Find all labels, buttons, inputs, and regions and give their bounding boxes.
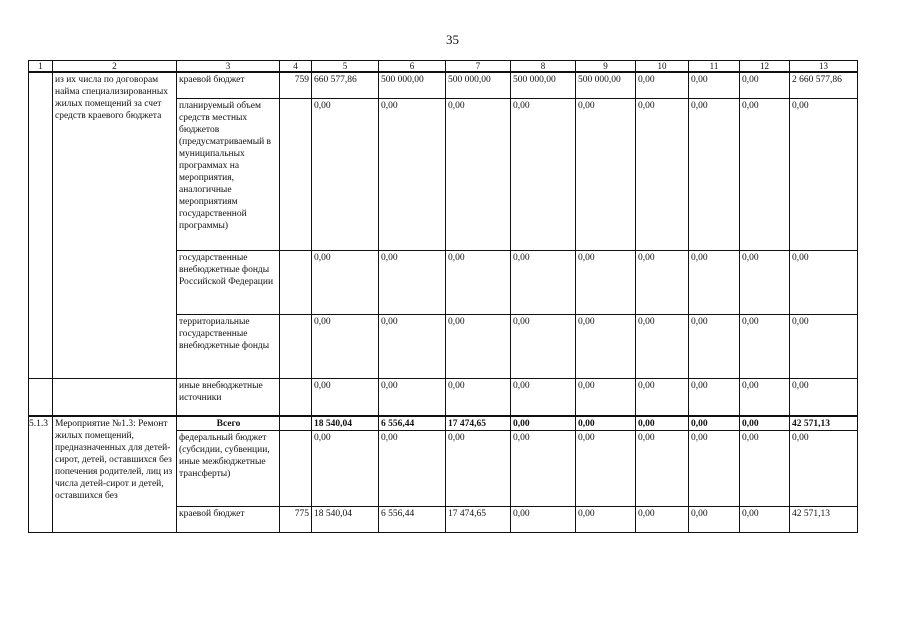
value-cell: 18 540,04 — [312, 507, 379, 533]
table-row — [29, 72, 858, 98]
value-cell: 0,00 — [511, 314, 576, 378]
value-cell: 0,00 — [312, 314, 379, 378]
value-cell: 17 474,65 — [446, 507, 511, 533]
value-cell: 0,00 — [790, 378, 858, 416]
item-number-cell — [29, 378, 53, 416]
header-cell: 9 — [576, 61, 636, 73]
value-cell: 0,00 — [576, 98, 636, 250]
value-cell: 0,00 — [636, 431, 689, 507]
value-cell: 0,00 — [446, 250, 511, 314]
source-cell: Всего — [177, 416, 280, 431]
value-cell: 0,00 — [312, 378, 379, 416]
source-cell: краевой бюджет — [177, 72, 280, 98]
value-cell: 0,00 — [689, 98, 740, 250]
value-cell: 0,00 — [636, 416, 689, 431]
value-cell: 0,00 — [379, 250, 446, 314]
value-cell: 0,00 — [689, 250, 740, 314]
value-cell: 0,00 — [636, 98, 689, 250]
value-cell: 0,00 — [511, 250, 576, 314]
code-cell: 759 — [280, 72, 312, 98]
table-row — [29, 378, 858, 416]
value-cell: 0,00 — [689, 416, 740, 431]
item-number: 5.1.3 — [29, 416, 53, 533]
value-cell: 0,00 — [312, 98, 379, 250]
value-cell: 0,00 — [689, 72, 740, 98]
header-cell: 2 — [53, 61, 177, 73]
value-cell: 0,00 — [740, 72, 790, 98]
value-cell: 0,00 — [511, 378, 576, 416]
header-cell: 11 — [689, 61, 740, 73]
value-cell: 0,00 — [740, 431, 790, 507]
value-cell: 0,00 — [446, 314, 511, 378]
value-cell: 0,00 — [689, 314, 740, 378]
value-cell: 500 000,00 — [379, 72, 446, 98]
value-cell: 0,00 — [576, 250, 636, 314]
source-cell: федеральный бюджет (субсидии, субвенции, иные межбюджетные трансферты) — [177, 431, 280, 507]
value-cell: 0,00 — [740, 250, 790, 314]
value-cell: 0,00 — [312, 431, 379, 507]
header-cell: 10 — [636, 61, 689, 73]
value-cell: 0,00 — [636, 507, 689, 533]
code-cell — [280, 416, 312, 431]
value-cell: 0,00 — [446, 431, 511, 507]
header-cell: 3 — [177, 61, 280, 73]
value-cell: 0,00 — [790, 431, 858, 507]
value-cell: 0,00 — [636, 314, 689, 378]
value-cell: 42 571,13 — [790, 416, 858, 431]
source-cell: краевой бюджет — [177, 507, 280, 533]
value-cell: 0,00 — [790, 314, 858, 378]
value-cell: 6 556,44 — [379, 416, 446, 431]
value-cell: 0,00 — [740, 507, 790, 533]
source-cell: территориальные государственные внебюджетные фонды — [177, 314, 280, 378]
header-cell: 4 — [280, 61, 312, 73]
value-cell: 500 000,00 — [446, 72, 511, 98]
header-cell: 6 — [379, 61, 446, 73]
header-cell: 12 — [740, 61, 790, 73]
value-cell: 0,00 — [636, 378, 689, 416]
code-cell — [280, 314, 312, 378]
value-cell: 0,00 — [740, 314, 790, 378]
value-cell: 0,00 — [740, 378, 790, 416]
value-cell: 0,00 — [689, 378, 740, 416]
value-cell: 0,00 — [511, 416, 576, 431]
value-cell: 500 000,00 — [511, 72, 576, 98]
header-row — [29, 61, 858, 73]
budget-table — [28, 60, 858, 533]
value-cell: 0,00 — [446, 98, 511, 250]
value-cell: 0,00 — [576, 431, 636, 507]
value-cell: 0,00 — [689, 431, 740, 507]
value-cell: 0,00 — [379, 431, 446, 507]
value-cell: 18 540,04 — [312, 416, 379, 431]
value-cell: 0,00 — [576, 416, 636, 431]
header-cell: 1 — [29, 61, 53, 73]
header-cell: 7 — [446, 61, 511, 73]
item-number-cell — [29, 72, 53, 378]
value-cell: 0,00 — [740, 416, 790, 431]
value-cell: 0,00 — [379, 98, 446, 250]
value-cell: 42 571,13 — [790, 507, 858, 533]
value-cell: 0,00 — [689, 507, 740, 533]
value-cell: 0,00 — [446, 378, 511, 416]
value-cell: 0,00 — [790, 98, 858, 250]
value-cell: 0,00 — [511, 98, 576, 250]
value-cell: 660 577,86 — [312, 72, 379, 98]
code-cell — [280, 378, 312, 416]
value-cell: 0,00 — [379, 314, 446, 378]
item-description: из их числа по договорам найма специализированных жилых помещений за счет средств краевого бюджета — [53, 72, 177, 378]
table-row — [29, 416, 858, 431]
item-description-empty — [53, 378, 177, 416]
page-number: 35 — [446, 32, 459, 47]
value-cell: 0,00 — [312, 250, 379, 314]
header-cell: 13 — [790, 61, 858, 73]
value-cell: 0,00 — [636, 72, 689, 98]
value-cell: 0,00 — [740, 98, 790, 250]
value-cell: 6 556,44 — [379, 507, 446, 533]
source-cell: государственные внебюджетные фонды Российской Федерации — [177, 250, 280, 314]
value-cell: 0,00 — [511, 431, 576, 507]
value-cell: 2 660 577,86 — [790, 72, 858, 98]
value-cell: 0,00 — [379, 378, 446, 416]
value-cell: 0,00 — [576, 314, 636, 378]
header-cell: 5 — [312, 61, 379, 73]
code-cell: 775 — [280, 507, 312, 533]
code-cell — [280, 98, 312, 250]
header-cell: 8 — [511, 61, 576, 73]
item-description: Мероприятие №1.3: Ремонт жилых помещений, предназначенных для детей-сирот, детей, оставшихся без попечения родителей, лиц из числа детей-сирот и детей, оставшихся без — [53, 416, 177, 533]
value-cell: 0,00 — [576, 378, 636, 416]
value-cell: 0,00 — [576, 507, 636, 533]
code-cell — [280, 250, 312, 314]
value-cell: 0,00 — [511, 507, 576, 533]
code-cell — [280, 431, 312, 507]
value-cell: 0,00 — [790, 250, 858, 314]
value-cell: 0,00 — [636, 250, 689, 314]
value-cell: 17 474,65 — [446, 416, 511, 431]
source-cell: планируемый объем средств местных бюджетов (предусматриваемый в муниципальных программах на мероприятия, аналогичные мероприятиям государственной программы) — [177, 98, 280, 250]
source-cell: иные внебюджетные источники — [177, 378, 280, 416]
value-cell: 500 000,00 — [576, 72, 636, 98]
